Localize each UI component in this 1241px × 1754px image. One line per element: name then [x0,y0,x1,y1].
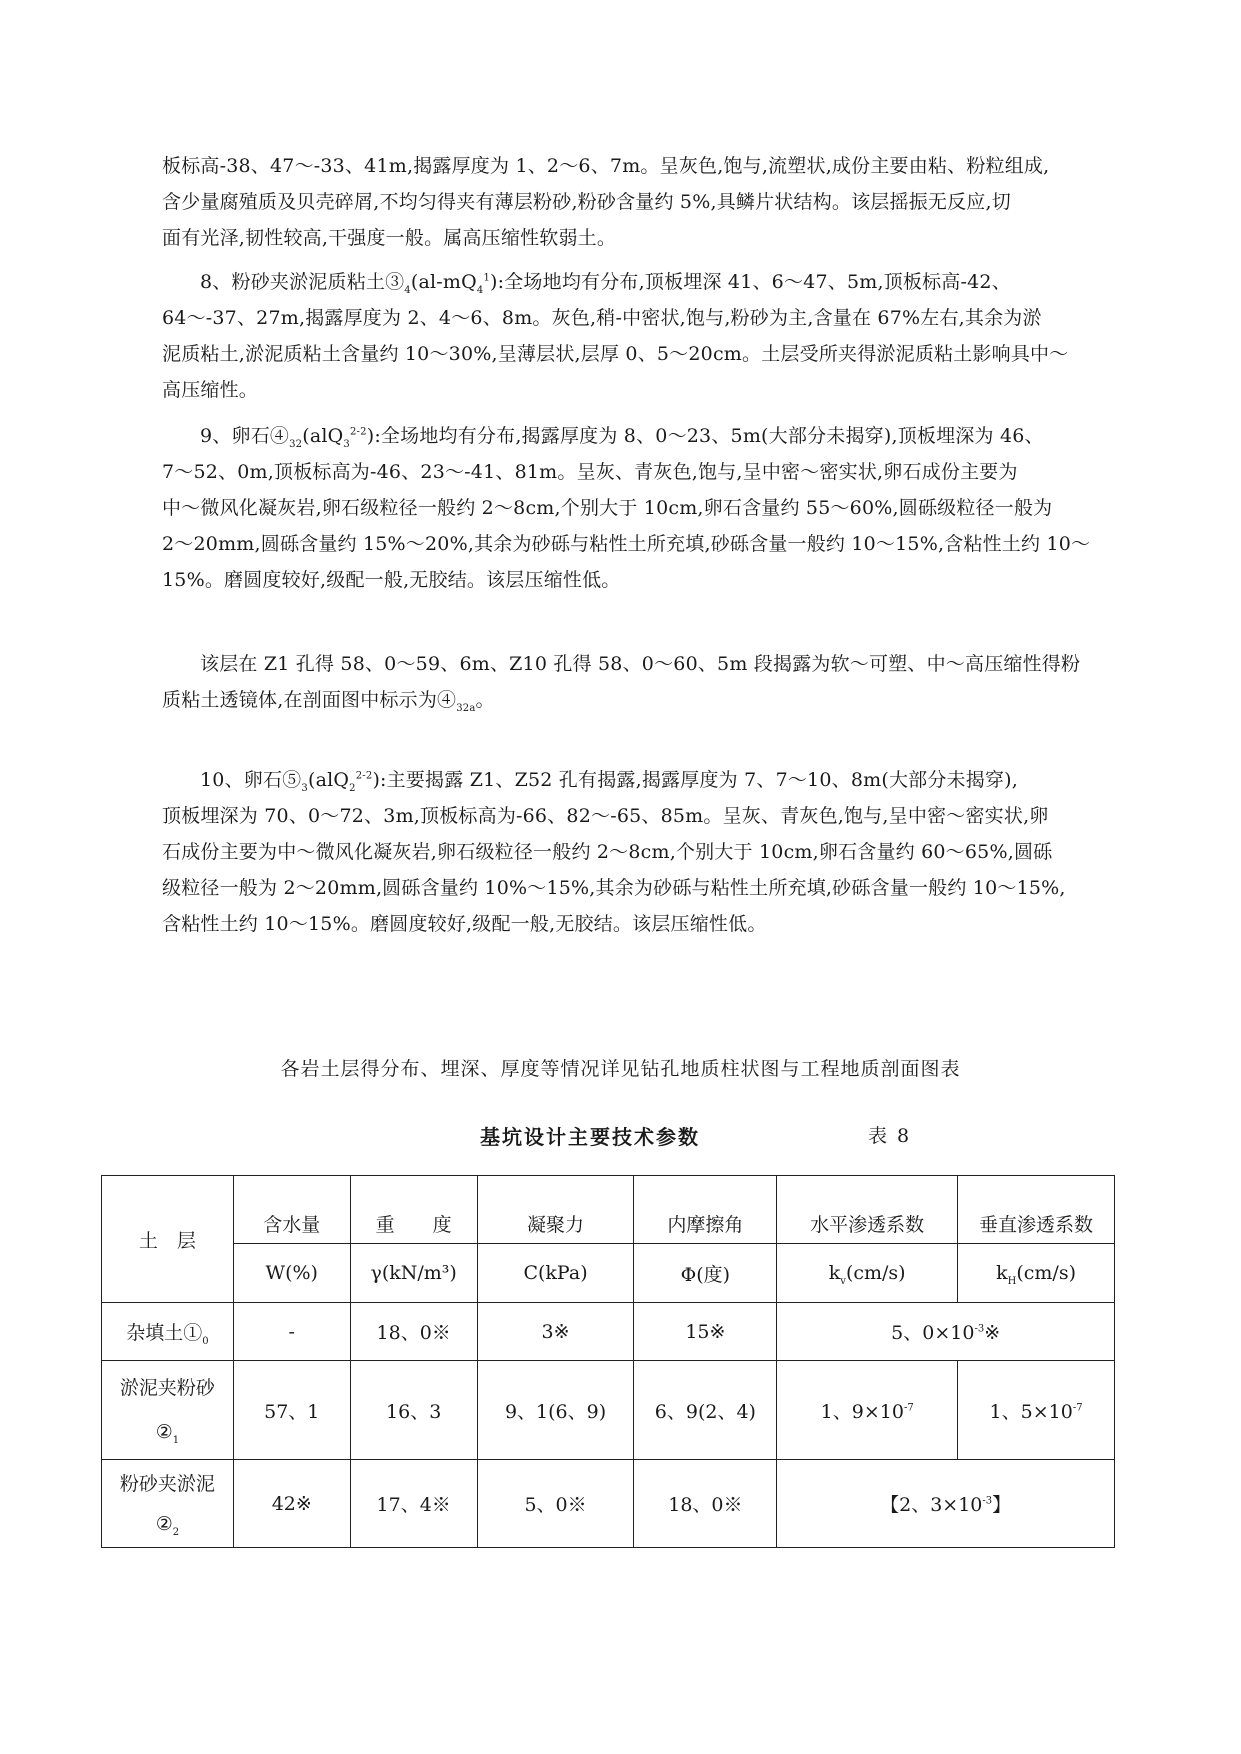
text-line: 含粘性土约 10～15%。磨圆度较好,级配一般,无胶结。该层压缩性低。 [162,913,767,935]
header-water: 含水量 [233,1176,350,1244]
superscript: 2-2 [355,770,373,782]
text-run: ):全场地均有分布,顶板埋深 41、6～47、5m,顶板标高-42、 [490,271,1011,293]
cell-layer: 粉砂夹淤泥 $②_2$ [102,1460,234,1548]
paragraph-item-9 [162,418,1130,598]
subscript: 2 [349,782,356,794]
cell-permeability: 5、$0\times 10^{-3}※$ [777,1303,1115,1361]
text-run: (al-mQ [410,271,477,293]
text-line: 中～微风化凝灰岩,卵石级粒径一般约 2～8cm,个别大于 10cm,卵石含量约 55～60%,圆砾级粒径一般为 [162,497,1053,519]
text-run: 质粘土透镜体,在剖面图中标示为④ [162,689,457,711]
text-line: 该层在 Z1 孔得 58、0～59、6m、Z10 孔得 58、0～60、5m 段揭露为软～可塑、中～高压缩性得粉 [200,653,1081,675]
unit-kh: $k_H(cm/s)$ [958,1244,1115,1303]
table-header-row [102,1176,1115,1244]
text-line [162,418,1130,454]
figure-caption: 各岩土层得分布、埋深、厚度等情况详见钻孔地质柱状图与工程地质剖面图表 [280,1058,961,1080]
text-line: 64～-37、27m,揭露厚度为 2、4～6、8m。灰色,稍-中密状,饱与,粉砂为主,含量在 67%左右,其余为淤 [162,307,1042,329]
cell-weight: 17、4※ [350,1460,477,1548]
text-line: 泥质粘土,淤泥质粘土含量约 10～30%,呈薄层状,层厚 0、5～20cm。土层受所夹得淤泥质粘土影响具中～ [162,343,1069,365]
table-title: 基坑设计主要技术参数 [480,1125,700,1149]
subscript: 4 [476,284,484,296]
text-run: 8、粉砂夹淤泥质粘土③ [200,271,405,293]
cell-friction: 6、9(2、4) [634,1361,777,1460]
unit-cohesion: C(kPa) [477,1244,634,1303]
cell-friction: 18、0※ [634,1460,777,1548]
text-run: 9、卵石④ [200,425,290,447]
table-number: 表 8 [868,1125,912,1147]
subscript: 3 [343,438,350,450]
unit-friction: Φ(度) [634,1244,777,1303]
cell-layer: 淤泥夹粉砂 $②_1$ [102,1361,234,1460]
text-run: (alQ [307,769,350,791]
cell-cohesion: 9、1(6、9) [477,1361,634,1460]
header-layer: 土 层 [102,1176,234,1303]
cell-kv: 1、$9\times 10^{-7}$ [777,1361,958,1460]
cell-permeability: 【2、$3\times 10^{-3}$】 [777,1460,1115,1548]
cell-weight: 16、3 [350,1361,477,1460]
text-run: ):主要揭露 Z1、Z52 孔有揭露,揭露厚度为 7、7～10、8m(大部分未揭穿), [372,769,1019,791]
cell-cohesion: 3※ [477,1303,634,1361]
table-row [102,1460,1115,1548]
paragraph-item-8 [162,264,1130,408]
cell-cohesion: 5、0※ [477,1460,634,1548]
cell-water: 57、1 [233,1361,350,1460]
text-run: (alQ [302,425,344,447]
text-line: 面有光泽,韧性较高,干强度一般。属高压缩性软弱土。 [162,227,617,249]
table-row [102,1303,1115,1361]
text-run: 。 [475,689,495,711]
paragraph-silt-clay [162,148,1130,256]
text-line: 高压缩性。 [162,379,259,401]
subscript: 3 [301,782,308,794]
cell-weight: 18、0※ [350,1303,477,1361]
text-line [162,264,1130,300]
unit-water: W(%) [233,1244,350,1303]
parameter-table [101,1175,1115,1548]
text-line: 15%。磨圆度较好,级配一般,无胶结。该层压缩性低。 [162,569,621,591]
header-kv: 水平渗透系数 [777,1176,958,1244]
text-line: 级粒径一般为 2～20mm,圆砾含量约 10%～15%,其余为砂砾与粘性土所充填,砂砾含量一般约 10～15%, [162,877,1066,899]
text-run: ):全场地均有分布,揭露厚度为 8、0～23、5m(大部分未揭穿),顶板埋深为 46、 [366,425,1044,447]
text-line: 2～20mm,圆砾含量约 15%～20%,其余为砂砾与粘性土所充填,砂砾含量一般约 10～15%,含粘性土约 10～ [162,533,1091,555]
subscript: 32a [456,702,476,714]
text-line: 石成份主要为中～微风化凝灰岩,卵石级粒径一般约 2～8cm,个别大于 10cm,卵石含量约 60～65%,圆砾 [162,841,1053,863]
header-cohesion: 凝聚力 [477,1176,634,1244]
paragraph-lens-note [162,646,1130,718]
text-run: 10、卵石⑤ [200,769,302,791]
unit-weight: γ(kN/m³) [350,1244,477,1303]
table-row [102,1361,1115,1460]
text-line [162,762,1130,798]
text-line: 7～52、0m,顶板标高为-46、23～-41、81m。呈灰、青灰色,饱与,呈中密～密实状,卵石成份主要为 [162,461,1018,483]
superscript: 1 [483,272,491,284]
cell-water: 42※ [233,1460,350,1548]
paragraph-item-10 [162,762,1130,942]
cell-water: - [233,1303,350,1361]
subscript: 32 [289,438,303,450]
cell-kh: 1、$5\times 10^{-7}$ [958,1361,1115,1460]
header-friction: 内摩擦角 [634,1176,777,1244]
text-line: 板标高-38、47～-33、41m,揭露厚度为 1、2～6、7m。呈灰色,饱与,流塑状,成份主要由粘、粉粒组成, [162,155,1050,177]
header-kh: 垂直渗透系数 [958,1176,1115,1244]
text-line [162,682,1130,718]
text-line: 顶板埋深为 70、0～72、3m,顶板标高为-66、82～-65、85m。呈灰、青灰色,饱与,呈中密～密实状,卵 [162,805,1049,827]
superscript: 2-2 [349,426,367,438]
table-unit-row [102,1244,1115,1303]
text-line: 含少量腐殖质及贝壳碎屑,不均匀得夹有薄层粉砂,粉砂含量约 5%,具鳞片状结构。该层摇振无反应,切 [162,191,1011,213]
subscript: 4 [404,284,411,296]
cell-friction: 15※ [634,1303,777,1361]
header-weight: 重 度 [350,1176,477,1244]
cell-layer: 杂填土$①_0$ [102,1303,234,1361]
unit-kv: $k_v(cm/s)$ [777,1244,958,1303]
